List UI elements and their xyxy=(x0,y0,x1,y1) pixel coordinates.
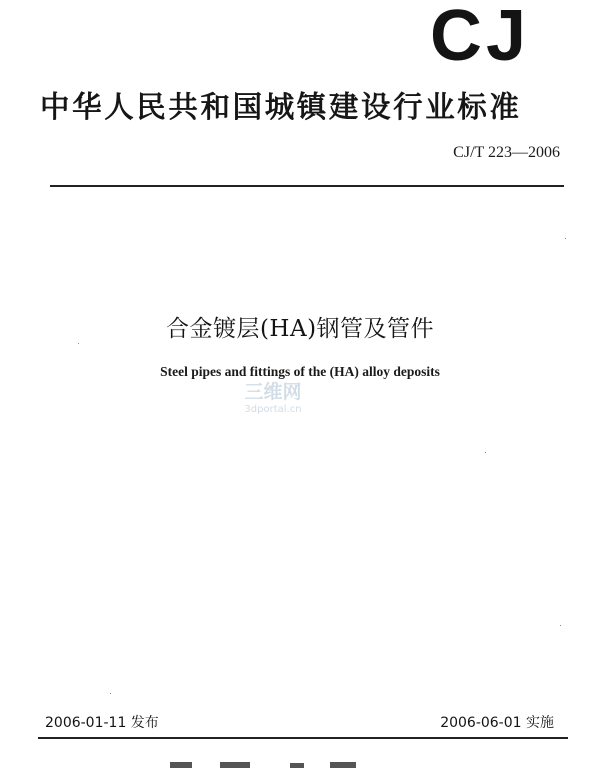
header-divider xyxy=(50,185,564,187)
cj-logo xyxy=(407,5,553,63)
scan-speck xyxy=(565,238,566,239)
watermark-logo xyxy=(218,378,328,416)
effective-date: 2006-06-01 实施 xyxy=(440,715,554,731)
issuing-organization: 中华人民共和国城镇建设行业标准 xyxy=(40,90,522,124)
scan-speck xyxy=(78,343,79,344)
scan-speck xyxy=(485,452,486,453)
standard-title-english: Steel pipes and fittings of the (HA) alloy deposits xyxy=(160,364,440,379)
scan-speck xyxy=(560,625,561,626)
standard-title-chinese: 合金镀层(HA)钢管及管件 xyxy=(165,316,435,342)
watermark-text-en: 3dportal.cn xyxy=(244,404,302,415)
standard-number: CJ/T 223—2006 xyxy=(453,144,560,161)
cut-off-text-fragment xyxy=(150,760,450,768)
footer-divider xyxy=(38,737,568,739)
watermark-text-cn: 三维网 xyxy=(244,381,302,403)
cj-logo-text: CJ xyxy=(429,5,531,63)
scan-speck xyxy=(110,693,111,694)
issue-date: 2006-01-11 发布 xyxy=(45,715,159,731)
